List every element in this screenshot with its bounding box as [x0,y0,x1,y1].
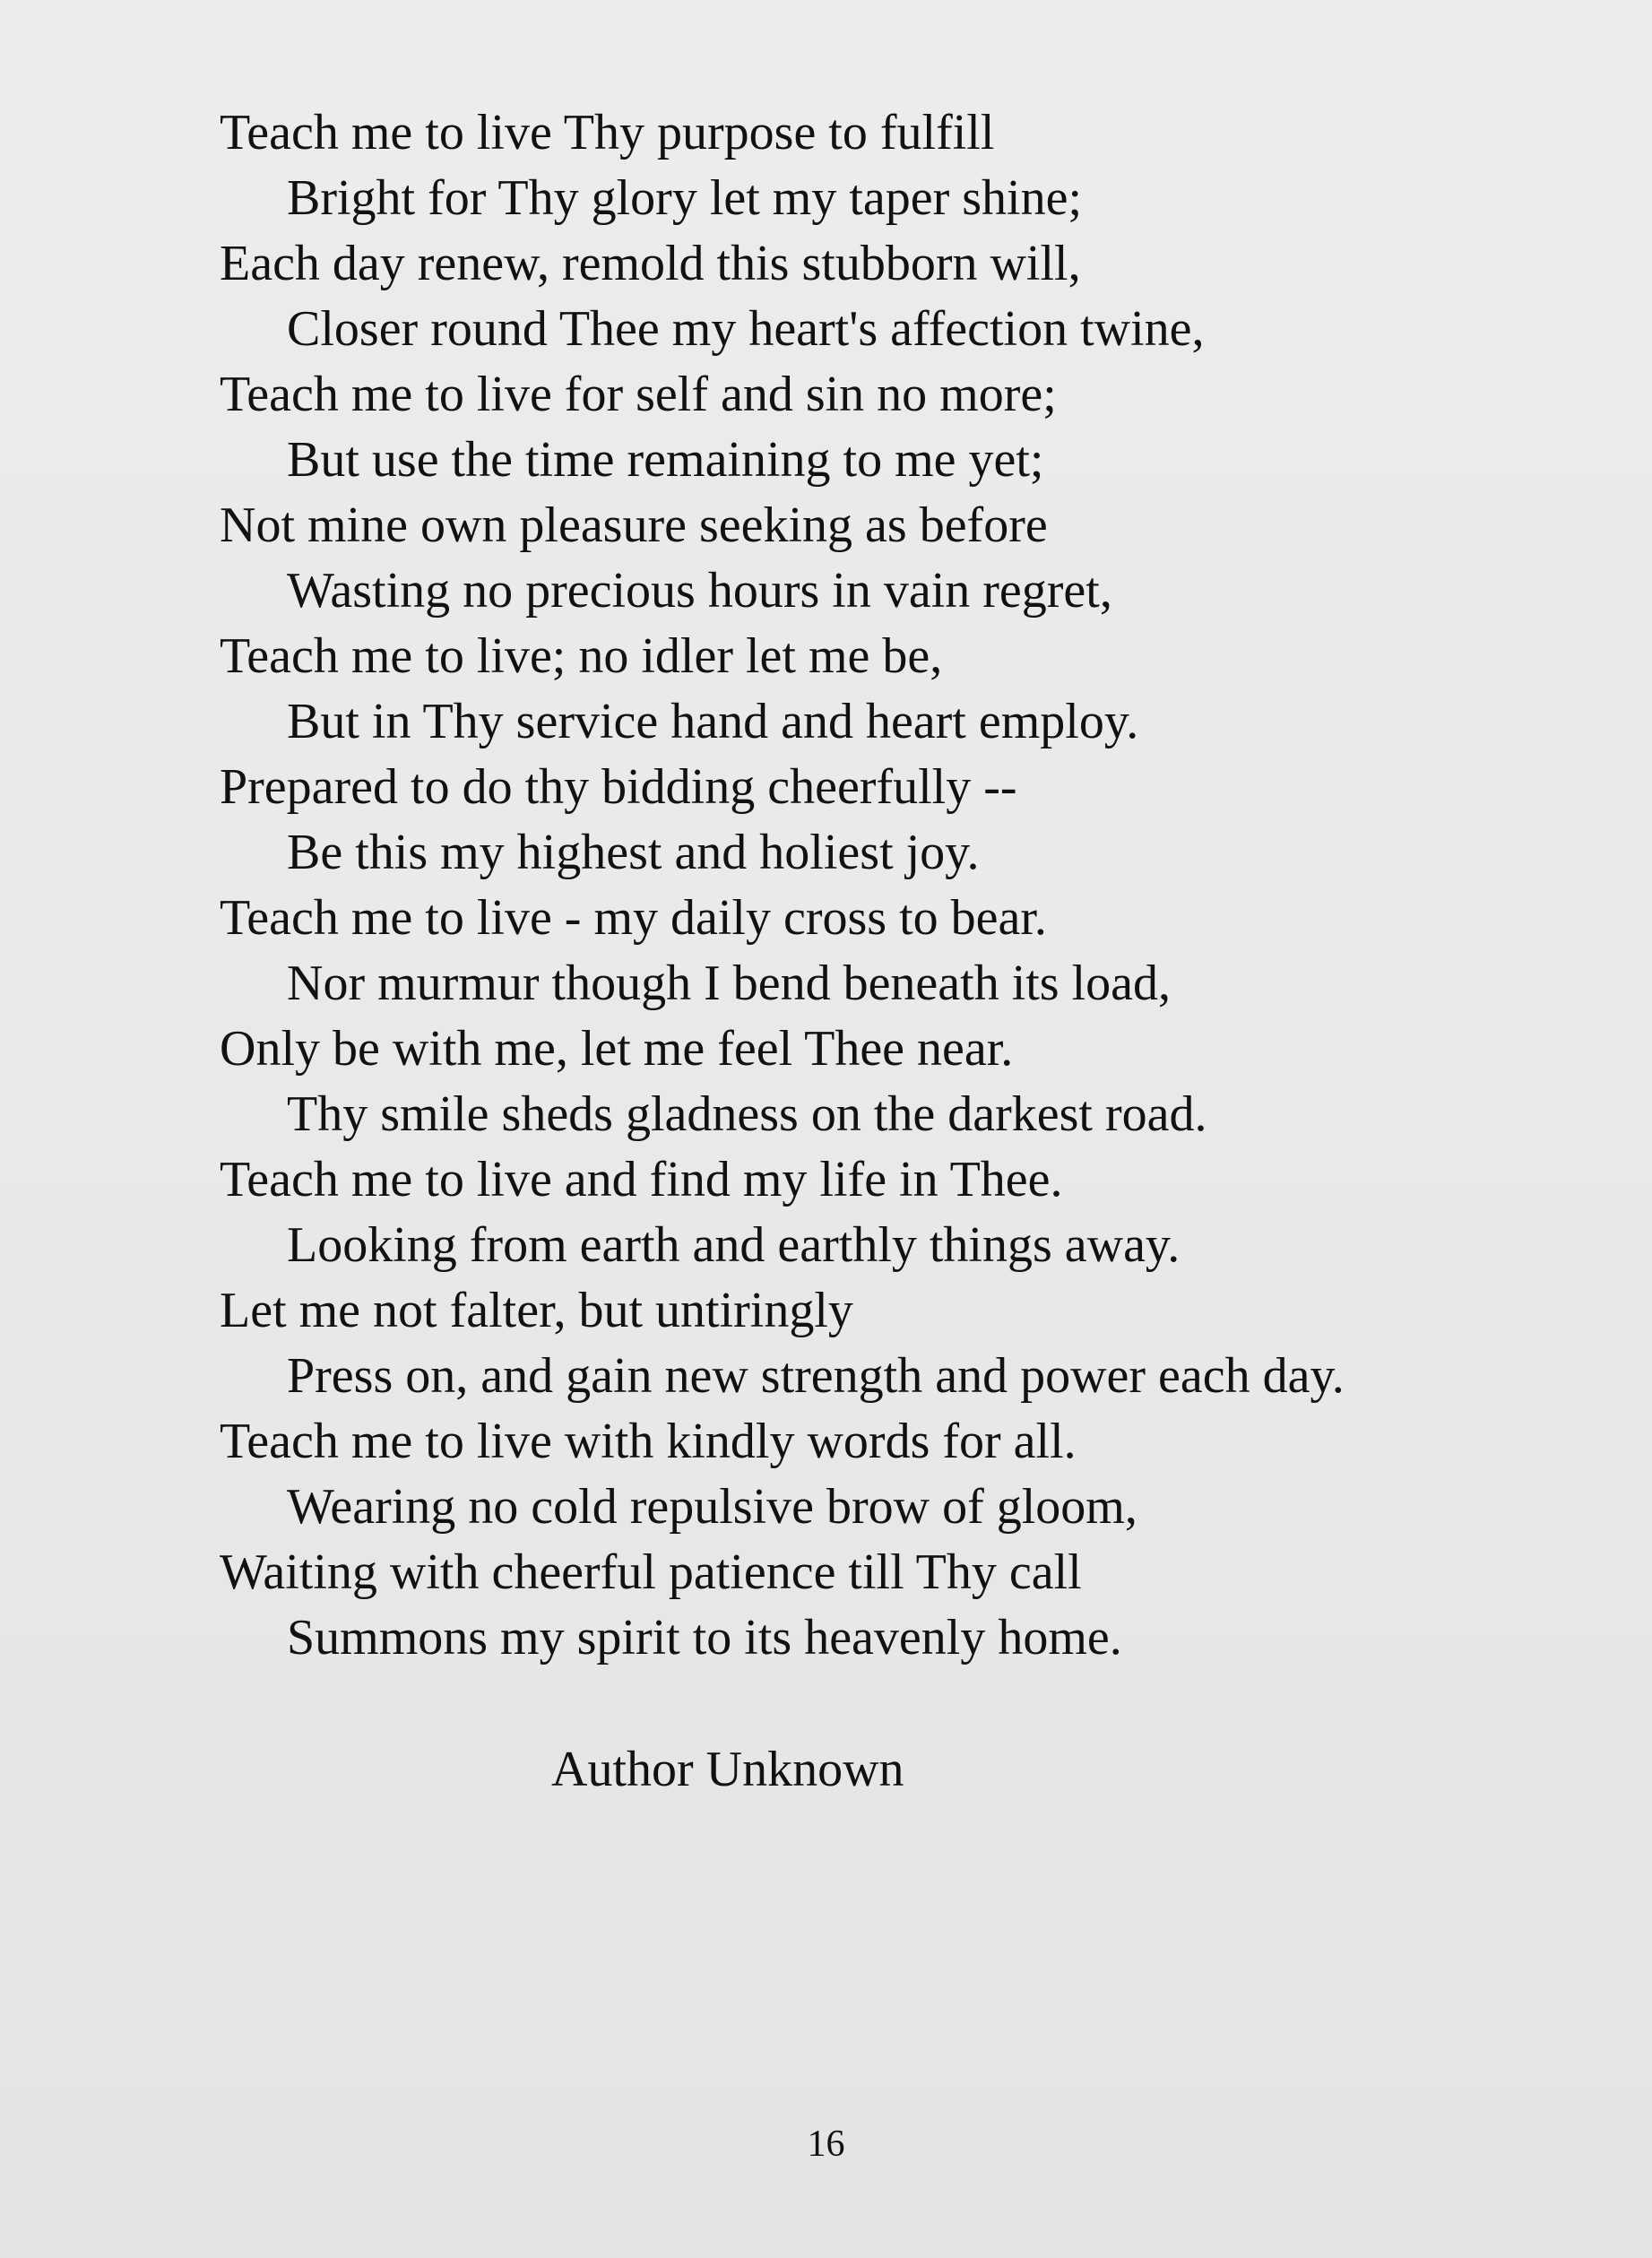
poem-line: Each day renew, remold this stubborn will, [220,236,1081,291]
poem-line: But in Thy service hand and heart employ. [287,694,1139,749]
poem-line: Summons my spirit to its heavenly home. [287,1610,1122,1665]
poem-line: Teach me to live and find my life in Thee. [220,1152,1063,1207]
poem-line: Teach me to live Thy purpose to fulfill [220,105,995,160]
poem-line: Closer round Thee my heart's affection twine, [287,301,1205,357]
poem-line: Wasting no precious hours in vain regret, [287,563,1112,619]
poem-line: Looking from earth and earthly things away. [287,1217,1181,1273]
poem-line: Waiting with cheerful patience till Thy call [220,1544,1082,1600]
poem-line: Bright for Thy glory let my taper shine; [287,170,1083,226]
poem-line: Press on, and gain new strength and power each day. [287,1348,1345,1404]
poem-line: Only be with me, let me feel Thee near. [220,1021,1014,1077]
poem-line: But use the time remaining to me yet; [287,432,1044,488]
poem-line: Wearing no cold repulsive brow of gloom, [287,1479,1137,1535]
poem-line: Nor murmur though I bend beneath its load, [287,956,1172,1011]
poem-line: Not mine own pleasure seeking as before [220,497,1048,553]
page-number: 16 [807,2124,845,2165]
poem [220,100,1546,1671]
poem-line: Teach me to live with kindly words for all. [220,1414,1077,1469]
poem-line: Be this my highest and holiest joy. [287,825,980,880]
poem-author: Author Unknown [551,1742,904,1797]
poem-line: Teach me to live for self and sin no more; [220,367,1057,422]
poem-line: Teach me to live - my daily cross to bear. [220,890,1047,946]
poem-line: Teach me to live; no idler let me be, [220,628,943,684]
poem-line: Prepared to do thy bidding cheerfully -- [220,759,1017,815]
poem-line: Let me not falter, but untiringly [220,1283,853,1338]
poem-line: Thy smile sheds gladness on the darkest road. [287,1086,1207,1142]
